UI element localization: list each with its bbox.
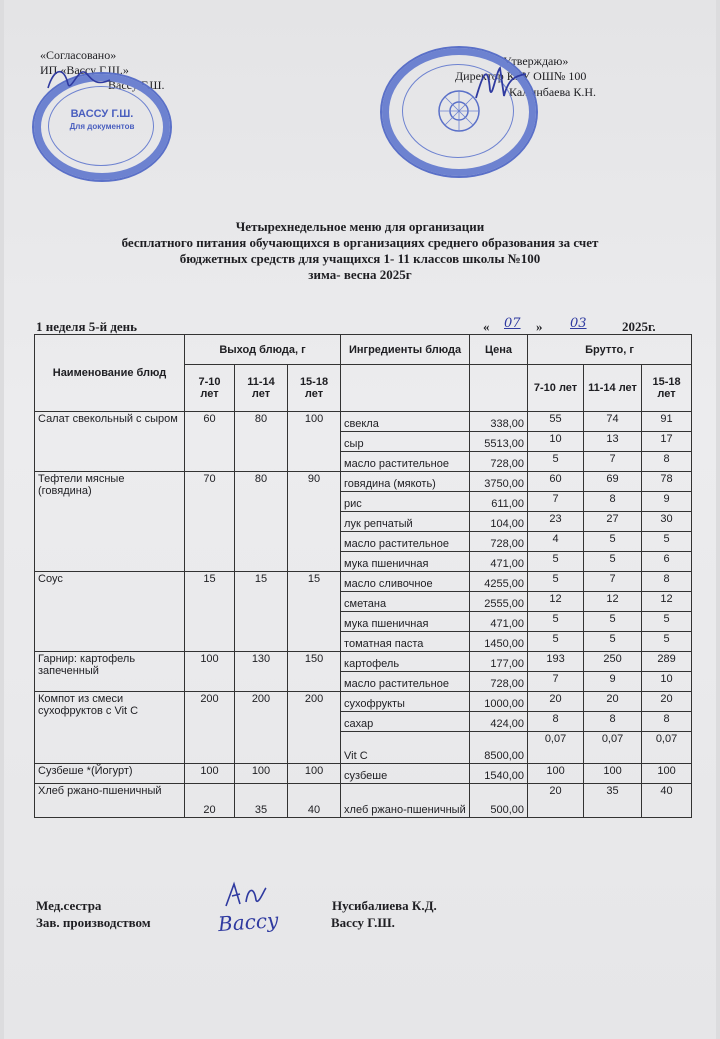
ingredient-cell: масло сливочное	[341, 572, 470, 592]
header-output-age1: 7-10 лет	[185, 365, 235, 412]
week-day-label: 1 неделя 5-й день	[36, 319, 138, 334]
document-title	[4, 219, 716, 283]
gross-age2-cell: 9	[584, 672, 642, 692]
gross-age1-cell: 100	[528, 764, 584, 784]
approve-label: «Утверждаю»	[497, 54, 569, 68]
stamp-left-line1: ВАССУ Г.Ш.	[70, 108, 134, 120]
table-row	[35, 764, 692, 784]
gross-age1-cell: 8	[528, 712, 584, 732]
output-age3-cell: 150	[288, 652, 341, 692]
ingredient-cell: томатная паста	[341, 632, 470, 652]
gross-age3-cell: 5	[642, 532, 692, 552]
price-cell: 728,00	[470, 532, 528, 552]
agreed-signature	[44, 62, 114, 96]
header-blank-price	[470, 365, 528, 412]
ingredient-cell: рис	[341, 492, 470, 512]
price-cell: 1000,00	[470, 692, 528, 712]
header-dish: Наименование блюд	[35, 335, 185, 412]
output-age2-cell: 35	[235, 784, 288, 818]
price-cell: 104,00	[470, 512, 528, 532]
price-cell: 338,00	[470, 412, 528, 432]
gross-age2-cell: 13	[584, 432, 642, 452]
gross-age1-cell: 23	[528, 512, 584, 532]
stamp-left-line2: Для документов	[69, 122, 135, 131]
menu-table	[34, 334, 692, 818]
ingredient-cell: говядина (мякоть)	[341, 472, 470, 492]
ingredient-cell: сузбеше	[341, 764, 470, 784]
gross-age2-cell: 35	[584, 784, 642, 818]
chief-label: Зав. производством	[36, 915, 151, 930]
header-price: Цена	[470, 335, 528, 365]
chief-signature: Вассу	[217, 907, 280, 937]
output-age2-cell: 100	[235, 764, 288, 784]
output-age1-cell: 20	[185, 784, 235, 818]
gross-age3-cell: 0,07	[642, 732, 692, 764]
ingredient-cell: мука пшеничная	[341, 612, 470, 632]
date-month: 03	[570, 316, 587, 331]
gross-age3-cell: 289	[642, 652, 692, 672]
gross-age3-cell: 17	[642, 432, 692, 452]
approve-name: Калынбаева К.Н.	[509, 85, 597, 99]
table-row	[35, 692, 692, 712]
date-day: 07	[504, 316, 521, 331]
price-cell: 5513,00	[470, 432, 528, 452]
gross-age1-cell: 5	[528, 612, 584, 632]
title-line4: зима- весна 2025г	[308, 267, 412, 282]
output-age3-cell: 200	[288, 692, 341, 764]
ingredient-cell: сахар	[341, 712, 470, 732]
nurse-signature	[220, 880, 270, 910]
gross-age2-cell: 12	[584, 592, 642, 612]
dish-name-cell: Соус	[35, 572, 185, 652]
price-cell: 471,00	[470, 552, 528, 572]
gross-age2-cell: 100	[584, 764, 642, 784]
gross-age3-cell: 10	[642, 672, 692, 692]
ingredient-cell: лук репчатый	[341, 512, 470, 532]
price-cell: 1540,00	[470, 764, 528, 784]
gross-age1-cell: 193	[528, 652, 584, 672]
gross-age2-cell: 250	[584, 652, 642, 672]
output-age3-cell: 15	[288, 572, 341, 652]
gross-age1-cell: 5	[528, 552, 584, 572]
gross-age3-cell: 12	[642, 592, 692, 612]
gross-age3-cell: 8	[642, 452, 692, 472]
output-age2-cell: 80	[235, 412, 288, 472]
price-cell: 500,00	[470, 784, 528, 818]
gross-age2-cell: 7	[584, 572, 642, 592]
gross-age1-cell: 55	[528, 412, 584, 432]
header-output-age3: 15-18 лет	[288, 365, 341, 412]
approve-position: Директор КГУ ОШ№ 100	[455, 69, 587, 83]
ingredient-cell: сметана	[341, 592, 470, 612]
header-output: Выход блюда, г	[185, 335, 341, 365]
ingredient-cell: масло растительное	[341, 452, 470, 472]
gross-age2-cell: 7	[584, 452, 642, 472]
output-age2-cell: 130	[235, 652, 288, 692]
gross-age3-cell: 8	[642, 572, 692, 592]
ingredient-cell: мука пшеничная	[341, 552, 470, 572]
header-gross: Брутто, г	[528, 335, 692, 365]
dish-name-cell: Салат свекольный с сыром	[35, 412, 185, 472]
gross-age3-cell: 9	[642, 492, 692, 512]
document-page	[4, 0, 716, 1039]
gross-age3-cell: 78	[642, 472, 692, 492]
gross-age3-cell: 20	[642, 692, 692, 712]
table-row	[35, 572, 692, 592]
title-line3: бюджетных средств для учащихся 1- 11 классов школы №100	[179, 251, 541, 266]
ingredient-cell: масло растительное	[341, 672, 470, 692]
gross-age1-cell: 60	[528, 472, 584, 492]
gross-age2-cell: 8	[584, 492, 642, 512]
gross-age3-cell: 91	[642, 412, 692, 432]
gross-age1-cell: 5	[528, 452, 584, 472]
gross-age3-cell: 40	[642, 784, 692, 818]
header-gross-age1: 7-10 лет	[528, 365, 584, 412]
table-row	[35, 412, 692, 432]
dish-name-cell: Компот из смеси сухофруктов с Vit C	[35, 692, 185, 764]
price-cell: 471,00	[470, 612, 528, 632]
director-signature	[470, 60, 530, 104]
dish-name-cell: Гарнир: картофель запеченный	[35, 652, 185, 692]
gross-age1-cell: 20	[528, 784, 584, 818]
gross-age2-cell: 5	[584, 552, 642, 572]
output-age3-cell: 90	[288, 472, 341, 572]
gross-age2-cell: 69	[584, 472, 642, 492]
output-age1-cell: 70	[185, 472, 235, 572]
header-gross-age3: 15-18 лет	[642, 365, 692, 412]
gross-age3-cell: 100	[642, 764, 692, 784]
output-age1-cell: 100	[185, 652, 235, 692]
gross-age2-cell: 0,07	[584, 732, 642, 764]
gross-age2-cell: 8	[584, 712, 642, 732]
gross-age2-cell: 74	[584, 412, 642, 432]
ingredient-cell: Vit C	[341, 732, 470, 764]
gross-age3-cell: 6	[642, 552, 692, 572]
price-cell: 611,00	[470, 492, 528, 512]
header-blank-ingredients	[341, 365, 470, 412]
output-age3-cell: 40	[288, 784, 341, 818]
output-age3-cell: 100	[288, 764, 341, 784]
gross-age3-cell: 5	[642, 612, 692, 632]
header-ingredients: Ингредиенты блюда	[341, 335, 470, 365]
output-age1-cell: 60	[185, 412, 235, 472]
output-age1-cell: 200	[185, 692, 235, 764]
dish-name-cell: Сузбеше *(Йогурт)	[35, 764, 185, 784]
ingredient-cell: свекла	[341, 412, 470, 432]
ingredient-cell: хлеб ржано-пшеничный	[341, 784, 470, 818]
gross-age1-cell: 4	[528, 532, 584, 552]
gross-age2-cell: 5	[584, 632, 642, 652]
gross-age2-cell: 5	[584, 612, 642, 632]
dish-name-cell: Хлеб ржано-пшеничный	[35, 784, 185, 818]
nurse-label: Мед.сестра	[36, 898, 102, 913]
agreed-name: ИП «Вассу Г.Ш.»	[40, 63, 129, 77]
table-row	[35, 472, 692, 492]
chief-name: Вассу Г.Ш.	[331, 915, 395, 930]
gross-age1-cell: 7	[528, 492, 584, 512]
agreed-sign-name: Вассу Г.Ш.	[108, 78, 165, 92]
gross-age1-cell: 20	[528, 692, 584, 712]
price-cell: 728,00	[470, 672, 528, 692]
price-cell: 1450,00	[470, 632, 528, 652]
title-line2: бесплатного питания обучающихся в организациях среднего образования за счет	[121, 235, 599, 250]
gross-age2-cell: 27	[584, 512, 642, 532]
gross-age1-cell: 0,07	[528, 732, 584, 764]
ingredient-cell: картофель	[341, 652, 470, 672]
table-row	[35, 652, 692, 672]
output-age1-cell: 15	[185, 572, 235, 652]
gross-age3-cell: 5	[642, 632, 692, 652]
date-open-quote: «	[483, 319, 490, 334]
price-cell: 728,00	[470, 452, 528, 472]
price-cell: 177,00	[470, 652, 528, 672]
date-year: 2025г.	[622, 319, 656, 334]
header-output-age2: 11-14 лет	[235, 365, 288, 412]
price-cell: 8500,00	[470, 732, 528, 764]
menu-table-body	[35, 412, 692, 818]
output-age2-cell: 200	[235, 692, 288, 764]
nurse-name: Нусибалиева К.Д.	[332, 898, 437, 913]
header-gross-age2: 11-14 лет	[584, 365, 642, 412]
title-line1: Четырехнедельное меню для организации	[235, 219, 485, 234]
gross-age2-cell: 5	[584, 532, 642, 552]
output-age2-cell: 80	[235, 472, 288, 572]
gross-age1-cell: 12	[528, 592, 584, 612]
gross-age1-cell: 5	[528, 572, 584, 592]
gross-age3-cell: 30	[642, 512, 692, 532]
agreed-label: «Согласовано»	[40, 48, 117, 62]
table-row	[35, 784, 692, 818]
gross-age3-cell: 8	[642, 712, 692, 732]
ingredient-cell: сыр	[341, 432, 470, 452]
price-cell: 424,00	[470, 712, 528, 732]
price-cell: 4255,00	[470, 572, 528, 592]
ingredient-cell: масло растительное	[341, 532, 470, 552]
gross-age1-cell: 5	[528, 632, 584, 652]
dish-name-cell: Тефтели мясные (говядина)	[35, 472, 185, 572]
price-cell: 2555,00	[470, 592, 528, 612]
date-close-quote: »	[536, 319, 543, 334]
output-age2-cell: 15	[235, 572, 288, 652]
output-age3-cell: 100	[288, 412, 341, 472]
gross-age1-cell: 10	[528, 432, 584, 452]
gross-age1-cell: 7	[528, 672, 584, 692]
output-age1-cell: 100	[185, 764, 235, 784]
ingredient-cell: сухофрукты	[341, 692, 470, 712]
gross-age2-cell: 20	[584, 692, 642, 712]
price-cell: 3750,00	[470, 472, 528, 492]
